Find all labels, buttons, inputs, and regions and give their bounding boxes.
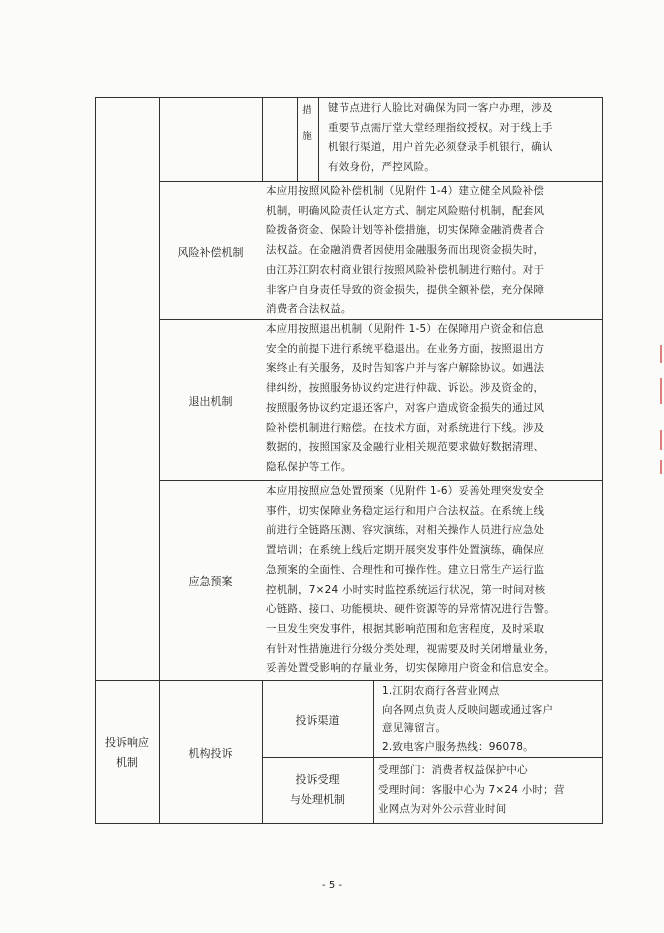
emergency-plan-label: 应急预案 [188,575,233,588]
complaint-section-label: 投诉响应机制 [105,736,149,769]
page-number: - 5 - [322,880,342,891]
column-divider [159,97,160,824]
stamp-edge-mark [660,378,662,404]
stamp-edge-mark [660,345,662,363]
table-border-right [602,97,603,824]
column-divider [262,97,263,182]
row-divider [262,757,602,758]
exit-mechanism-label: 退出机制 [188,395,233,408]
row-divider [159,480,602,481]
complaint-channel-label: 投诉渠道 [295,714,340,727]
column-divider [373,680,374,824]
stamp-edge-mark [660,460,662,474]
complaint-handling-text: 受理部门：消费者权益保护中心 受理时间：客服中心为 7×24 小时；营 业网点为对外公示营业时间 [378,764,565,816]
table-border-top [95,97,602,98]
complaint-handling-label: 投诉受理 与处理机制 [290,773,345,806]
row-divider [95,680,602,681]
risk-compensation-label: 风险补偿机制 [177,246,244,259]
exit-mechanism-text: 本应用按照退出机制（见附件 1-5）在保障用户资金和信息 安全的前提下进行系统平稳退出。在业务方面，按照退出方 案终止有关服务，及时告知客户并与客户解除协议。如遇法 律纠纷，按照服务协议约定进行仲裁、诉讼。涉及资金的， 按照服务协议约定退还客户，对客户造成资金损失的通过风 险补偿机制进行赔偿。在技术方面，对系统进行下线。涉及 数据的，按照国家及金融行业相关规范要求做好数据清理、 隐私保护等工作。 [266,323,545,473]
risk-compensation-text: 本应用按照风险补偿机制（见附件 1-4）建立健全风险补偿 机制，明确风险责任认定方式、制定风险赔付机制，配套风 险拨备资金、保险计划等补偿措施，切实保障金融消费者合 法权益。在金融消费者因使用金融服务而出现资金损失时， 由江苏江阴农村商业银行按照风险补偿机制进行赔付。对于 非客户自身责任导致的资金损失，提供全额补偿，充分保障 消费者合法权益。 [266,185,545,316]
measures-text: 键节点进行人脸比对确保为同一客户办理，涉及 重要节点需厅堂大堂经理指纹授权。对于线上手 机银行渠道，用户首先必须登录手机银行，确认 有效身份，严控风险。 [328,102,553,174]
column-divider [318,97,319,182]
complaint-channel-text: 1.江阴农商行各营业网点 向各网点负责人反映问题或通过客户 意见簿留言。 2.致电客户服务热线：96078。 [382,685,554,753]
table-border-left [95,97,96,824]
table-border-bottom [95,823,602,824]
stamp-edge-mark [660,430,662,450]
column-divider [297,97,298,182]
emergency-plan-text: 本应用按照应急处置预案（见附件 1-6）妥善处理突发安全 事件，切实保障业务稳定运行和用户合法权益。在系统上线 前进行全链路压测、容灾演练，对相关操作人员进行应急处 置培训；在系统上线后定期开展突发事件处置演练，确保应 急预案的全面性、合理性和可操作性。建立日常生产运行监 控机制，7×24 小时实时监控系统运行状况，第一时间对核 心链路、接口、功能模块、硬件资源等的异常情况进行告警。 一旦发生突发事件，根据其影响范围和危害程度，及时采取 有针对性措施进行分级分类处理，视需要及时关闭增量业务， 妥善处置受影响的存量业务，切实保障用户资金和信息安全。 [266,485,555,675]
measures-side-label: 措施 [302,105,312,142]
complaint-sub-label: 机构投诉 [188,747,233,760]
